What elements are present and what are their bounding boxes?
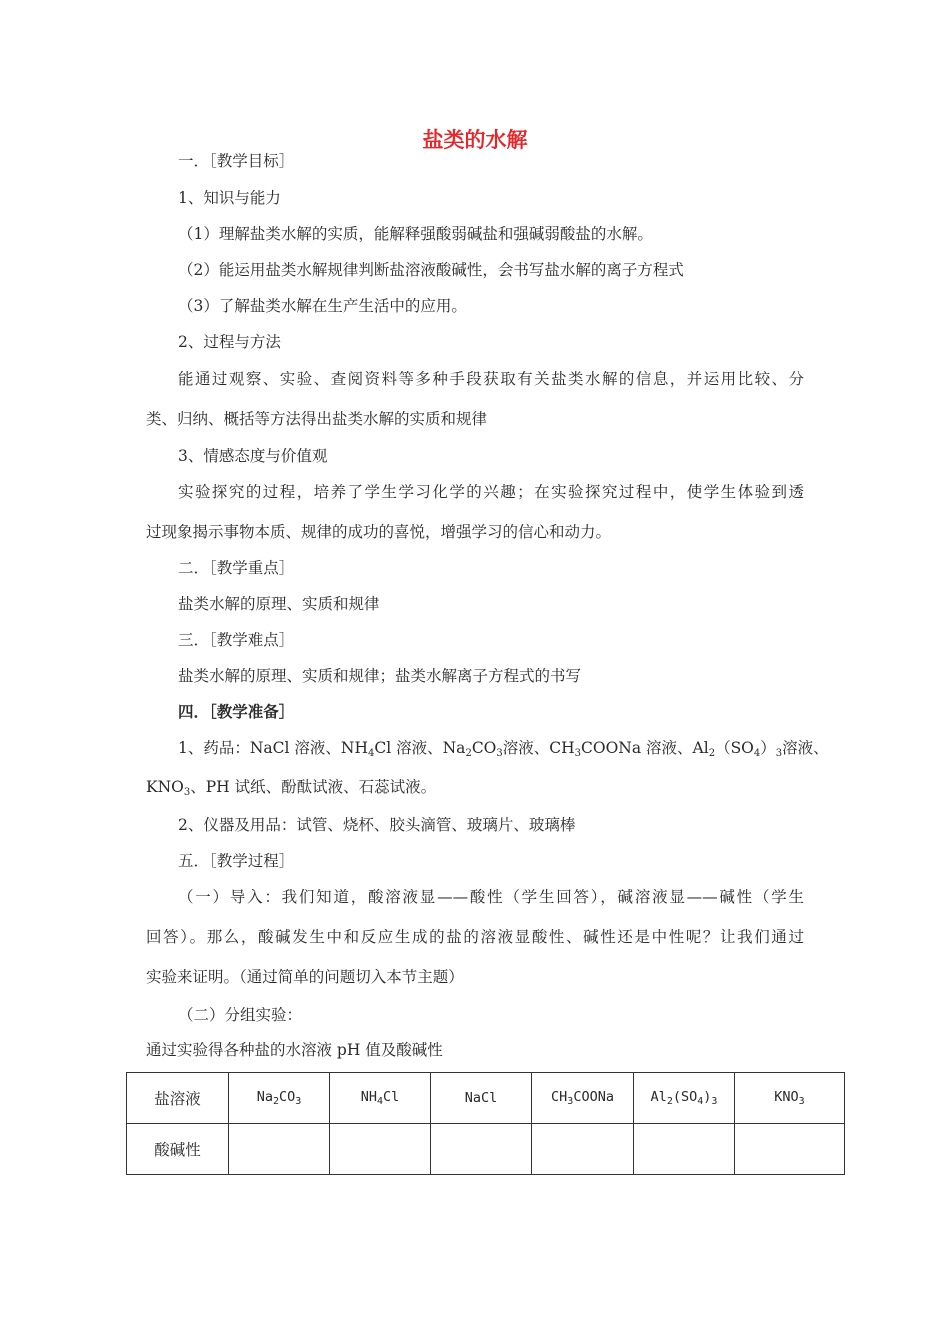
row-header-salt-solution: 盐溶液 bbox=[127, 1073, 229, 1124]
table-caption: 通过实验得各种盐的水溶液 pH 值及酸碱性 bbox=[146, 1041, 443, 1059]
document-title: 盐类的水解 bbox=[422, 128, 528, 152]
acidity-cell bbox=[431, 1124, 532, 1175]
attitude-paragraph-line-1: 实验探究的过程，培养了学生学习化学的兴趣；在实验探究过程中，使学生体验到透 bbox=[178, 483, 804, 501]
acidity-cell bbox=[330, 1124, 431, 1175]
subsection-process: 2、过程与方法 bbox=[178, 333, 281, 351]
objective-item-1: （1）理解盐类水解的实质，能解释强酸弱碱盐和强碱弱酸盐的水解。 bbox=[178, 225, 653, 243]
section-1-heading: 一．［教学目标］ bbox=[178, 152, 295, 170]
table-row bbox=[127, 1073, 845, 1124]
salt-cell-kno3: $KNO_3$ bbox=[735, 1073, 845, 1124]
section-2-heading: 二．［教学重点］ bbox=[178, 559, 295, 577]
section-5-heading: 五．［教学过程］ bbox=[178, 852, 295, 870]
objective-item-3: （3）了解盐类水解在生产生活中的应用。 bbox=[178, 297, 467, 315]
acidity-cell bbox=[532, 1124, 634, 1175]
process-paragraph-line-1: 能通过观察、实验、查阅资料等多种手段获取有关盐类水解的信息，并运用比较、分 bbox=[178, 370, 804, 388]
section-4-heading: 四．［教学准备］ bbox=[178, 702, 295, 721]
salt-cell-nh4cl: $NH_4Cl$ bbox=[330, 1073, 431, 1124]
reagents-line-1: 1、药品：NaCl 溶液、$NH_4Cl$ 溶液、$Na_2CO_3$溶液、$CH_3COONa$ 溶液、$Al_2(SO_4)_3$溶液、 bbox=[178, 739, 829, 759]
key-points-text: 盐类水解的原理、实质和规律 bbox=[178, 595, 380, 613]
salt-cell-al2so43: $Al_2(SO_4)_3$ bbox=[634, 1073, 735, 1124]
subsection-attitude: 3、情感态度与价值观 bbox=[178, 447, 328, 465]
intro-paragraph-line-2: 回答）。那么，酸碱发生中和反应生成的盐的溶液显酸性、碱性还是中性呢？让我们通过 bbox=[146, 928, 804, 946]
reagents-line-2: $KNO_3$、PH 试纸、酚酞试液、石蕊试液。 bbox=[146, 778, 437, 798]
acidity-cell bbox=[229, 1124, 330, 1175]
salt-cell-na2co3: $Na_2CO_3$ bbox=[229, 1073, 330, 1124]
subsection-knowledge: 1、知识与能力 bbox=[178, 189, 281, 207]
salt-cell-nacl: NaCl bbox=[431, 1073, 532, 1124]
acidity-cell bbox=[634, 1124, 735, 1175]
acidity-cell bbox=[735, 1124, 845, 1175]
intro-paragraph-line-3: 实验来证明。（通过简单的问题切入本节主题） bbox=[146, 968, 464, 986]
process-paragraph-line-2: 类、归纳、概括等方法得出盐类水解的实质和规律 bbox=[146, 410, 488, 428]
instruments-line: 2、仪器及用品：试管、烧杯、胶头滴管、玻璃片、玻璃棒 bbox=[178, 816, 576, 834]
group-experiment-heading: （二）分组实验： bbox=[178, 1006, 303, 1024]
attitude-paragraph-line-2: 过现象揭示事物本质、规律的成功的喜悦，增强学习的信心和动力。 bbox=[146, 523, 612, 541]
difficulties-text: 盐类水解的原理、实质和规律；盐类水解离子方程式的书写 bbox=[178, 667, 582, 685]
section-3-heading: 三．［教学难点］ bbox=[178, 631, 295, 649]
table-row bbox=[127, 1124, 845, 1175]
objective-item-2: （2）能运用盐类水解规律判断盐溶液酸碱性，会书写盐水解的离子方程式 bbox=[178, 261, 684, 279]
salt-solution-table bbox=[126, 1072, 845, 1175]
salt-cell-ch3coona: $CH_3COONa$ bbox=[532, 1073, 634, 1124]
row-header-acidity: 酸碱性 bbox=[127, 1124, 229, 1175]
intro-paragraph-line-1: （一）导入：我们知道，酸溶液显——酸性（学生回答），碱溶液显——碱性（学生 bbox=[178, 888, 804, 906]
